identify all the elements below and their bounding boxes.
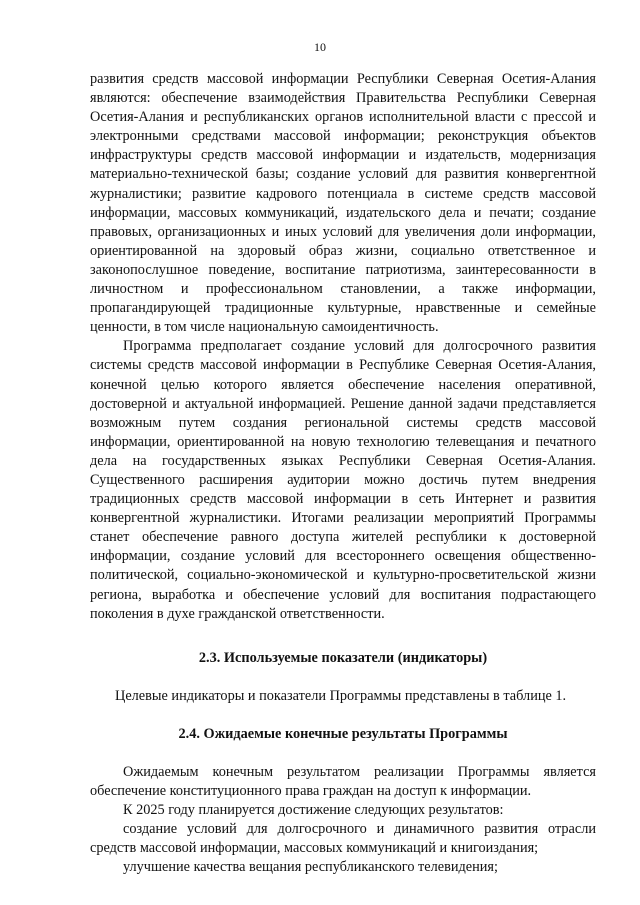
paragraph-goals-continued: развития средств массовой информации Республики Северная Осетия-Алания являются: обеспечение взаимодействия Правительства Республики Северная Осетия-Алания и республиканских органов исполнительной власти с прессой и электронными средствами массовой информации; реконструкция объектов инфраструктуры средств массовой информации и издательств, модернизация материально-технической базы; создание условий для развития конвергентной журналистики; развитие кадрового потенциала в системе средств массовой информации, массовых коммуникаций, издательского дела и печати; создание правовых, организационных и иных условий для увеличения доли информации, ориентированной на здоровый образ жизни, социально ответственное и законопослушное поведение, воспитание патриотизма, заинтересованности в личностном и профессиональном становлении, а также информации, пропагандирующей традиционные культурные, нравственные и семейные ценности, в том числе национальную самоидентичность. (90, 71, 596, 336)
page-number: 10 (314, 40, 326, 54)
section-heading-indicators: 2.3. Используемые показатели (индикаторы) (198, 649, 488, 666)
result-item: создание условий для долгосрочного и динамичного развития отрасли средств массовой информации, массовых коммуникаций и книгоиздания; (90, 821, 596, 857)
result-item: улучшение качества вещания республиканского телевидения; (123, 859, 498, 876)
section-heading-expected-results: 2.4. Ожидаемые конечные результаты Программы (178, 725, 508, 742)
paragraph-indicators: Целевые индикаторы и показатели Программы представлены в таблице 1. (115, 687, 567, 704)
paragraph-expected-result: Ожидаемым конечным результатом реализации Программы является обеспечение конституционного права граждан на доступ к информации. (90, 764, 596, 800)
paragraph-program-description: Программа предполагает создание условий для долгосрочного развития системы средств массовой информации в Республике Северная Осетия-Алания, конечной целью которого является обеспечение населения оперативной, достоверной и актуальной информацией. Решение данной задачи представляется возможным путем создания региональной системы средств массовой информации, ориентированной на новую технологию телевещания и печатного дела на государственных языках Республики Северная Осетия-Алания. Существенного расширения аудитории можно достичь путем внедрения традиционных средств массовой информации в сеть Интернет и развития конвергентной журналистики. Итогами реализации мероприятий Программы станет обеспечение равного доступа жителей республики к достоверной информации, создание условий для всестороннего освещения общественно-политической, социально-экономической и культурно-просветительской жизни региона, выработка и обеспечение условий для воспитания подрастающего поколения в духе гражданской ответственности. (90, 338, 596, 622)
paragraph-results-intro: К 2025 году планируется достижение следующих результатов: (123, 802, 504, 819)
document-body (90, 70, 596, 878)
